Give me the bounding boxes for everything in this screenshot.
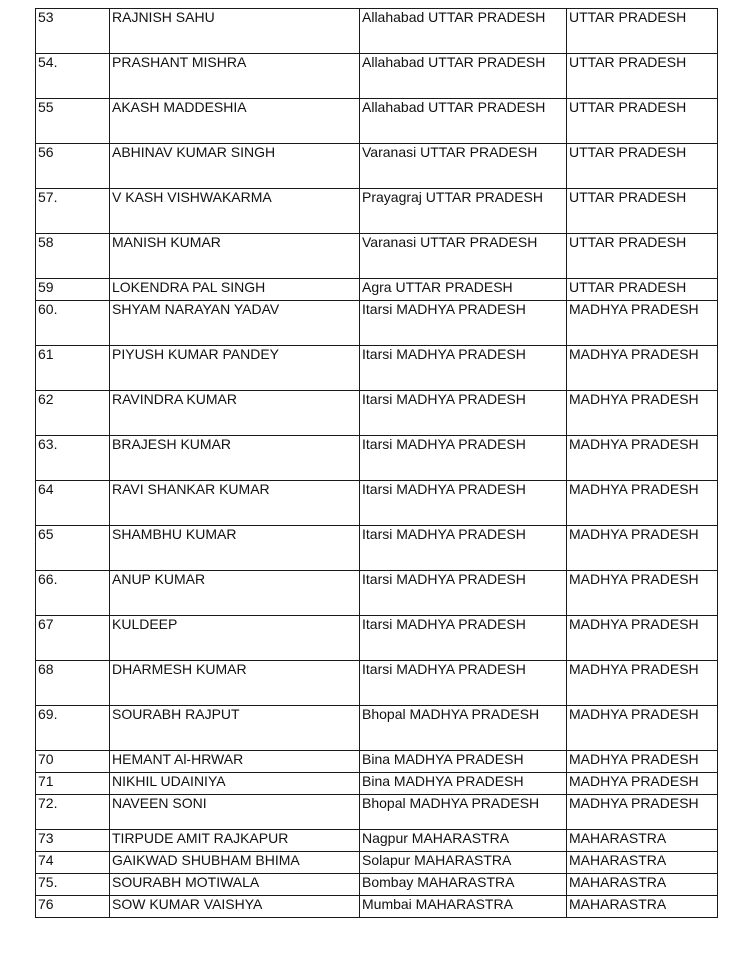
table-row [36,773,718,795]
name-cell: SHYAM NARAYAN YADAV [110,301,360,346]
table-row [36,874,718,896]
city-state-cell: Bombay MAHARASTRA [360,874,567,896]
state-cell: UTTAR PRADESH [567,9,718,54]
table-row [36,54,718,99]
name-cell: NAVEEN SONI [110,795,360,830]
serial-number-cell: 62 [36,391,110,436]
city-state-cell: Itarsi MADHYA PRADESH [360,526,567,571]
serial-number-cell: 72. [36,795,110,830]
state-cell: MAHARASTRA [567,852,718,874]
table-row [36,571,718,616]
name-cell: SOURABH MOTIWALA [110,874,360,896]
city-state-cell: Agra UTTAR PRADESH [360,279,567,301]
state-cell: UTTAR PRADESH [567,99,718,144]
city-state-cell: Bhopal MADHYA PRADESH [360,795,567,830]
table-row [36,526,718,571]
state-cell: UTTAR PRADESH [567,144,718,189]
state-cell: MADHYA PRADESH [567,346,718,391]
table-row [36,9,718,54]
state-cell: MADHYA PRADESH [567,571,718,616]
name-cell: GAIKWAD SHUBHAM BHIMA [110,852,360,874]
name-cell: NIKHIL UDAINIYA [110,773,360,795]
serial-number-cell: 64 [36,481,110,526]
name-cell: HEMANT Al-HRWAR [110,751,360,773]
city-state-cell: Itarsi MADHYA PRADESH [360,616,567,661]
serial-number-cell: 74 [36,852,110,874]
serial-number-cell: 61 [36,346,110,391]
city-state-cell: Itarsi MADHYA PRADESH [360,571,567,616]
table-row [36,234,718,279]
participant-table [35,8,718,918]
city-state-cell: Bhopal MADHYA PRADESH [360,706,567,751]
serial-number-cell: 57. [36,189,110,234]
table-row [36,99,718,144]
name-cell: MANISH KUMAR [110,234,360,279]
city-state-cell: Mumbai MAHARASTRA [360,896,567,918]
name-cell: RAVINDRA KUMAR [110,391,360,436]
serial-number-cell: 65 [36,526,110,571]
serial-number-cell: 73 [36,830,110,852]
table-row [36,346,718,391]
serial-number-cell: 63. [36,436,110,481]
table-row [36,189,718,234]
name-cell: DHARMESH KUMAR [110,661,360,706]
city-state-cell: Itarsi MADHYA PRADESH [360,481,567,526]
state-cell: UTTAR PRADESH [567,54,718,99]
city-state-cell: Itarsi MADHYA PRADESH [360,436,567,481]
name-cell: RAVI SHANKAR KUMAR [110,481,360,526]
serial-number-cell: 70 [36,751,110,773]
serial-number-cell: 53 [36,9,110,54]
table-row [36,852,718,874]
state-cell: UTTAR PRADESH [567,189,718,234]
name-cell: PRASHANT MISHRA [110,54,360,99]
name-cell: PIYUSH KUMAR PANDEY [110,346,360,391]
state-cell: MADHYA PRADESH [567,391,718,436]
state-cell: MADHYA PRADESH [567,526,718,571]
state-cell: UTTAR PRADESH [567,279,718,301]
name-cell: BRAJESH KUMAR [110,436,360,481]
city-state-cell: Allahabad UTTAR PRADESH [360,54,567,99]
state-cell: MAHARASTRA [567,830,718,852]
name-cell: ANUP KUMAR [110,571,360,616]
state-cell: MADHYA PRADESH [567,751,718,773]
serial-number-cell: 69. [36,706,110,751]
name-cell: ABHINAV KUMAR SINGH [110,144,360,189]
serial-number-cell: 76 [36,896,110,918]
state-cell: MADHYA PRADESH [567,661,718,706]
city-state-cell: Allahabad UTTAR PRADESH [360,9,567,54]
name-cell: SOW KUMAR VAISHYA [110,896,360,918]
table-row [36,896,718,918]
serial-number-cell: 68 [36,661,110,706]
city-state-cell: Itarsi MADHYA PRADESH [360,661,567,706]
serial-number-cell: 60. [36,301,110,346]
city-state-cell: Varanasi UTTAR PRADESH [360,234,567,279]
table-body [36,9,718,918]
city-state-cell: Solapur MAHARASTRA [360,852,567,874]
city-state-cell: Itarsi MADHYA PRADESH [360,301,567,346]
state-cell: MADHYA PRADESH [567,795,718,830]
name-cell: SOURABH RAJPUT [110,706,360,751]
state-cell: MADHYA PRADESH [567,301,718,346]
name-cell: AKASH MADDESHIA [110,99,360,144]
serial-number-cell: 56 [36,144,110,189]
state-cell: MADHYA PRADESH [567,616,718,661]
state-cell: MADHYA PRADESH [567,436,718,481]
city-state-cell: Nagpur MAHARASTRA [360,830,567,852]
serial-number-cell: 58 [36,234,110,279]
name-cell: RAJNISH SAHU [110,9,360,54]
table-row [36,301,718,346]
state-cell: MADHYA PRADESH [567,481,718,526]
serial-number-cell: 59 [36,279,110,301]
table-row [36,795,718,830]
table-row [36,706,718,751]
name-cell: LOKENDRA PAL SINGH [110,279,360,301]
state-cell: MAHARASTRA [567,874,718,896]
table-row [36,279,718,301]
name-cell: TIRPUDE AMIT RAJKAPUR [110,830,360,852]
table-row [36,751,718,773]
serial-number-cell: 66. [36,571,110,616]
serial-number-cell: 71 [36,773,110,795]
name-cell: KULDEEP [110,616,360,661]
serial-number-cell: 54. [36,54,110,99]
city-state-cell: Prayagraj UTTAR PRADESH [360,189,567,234]
table-row [36,616,718,661]
state-cell: MADHYA PRADESH [567,706,718,751]
serial-number-cell: 55 [36,99,110,144]
city-state-cell: Itarsi MADHYA PRADESH [360,391,567,436]
name-cell: SHAMBHU KUMAR [110,526,360,571]
city-state-cell: Varanasi UTTAR PRADESH [360,144,567,189]
table-row [36,144,718,189]
table-row [36,436,718,481]
table-row [36,391,718,436]
serial-number-cell: 75. [36,874,110,896]
state-cell: MADHYA PRADESH [567,773,718,795]
city-state-cell: Allahabad UTTAR PRADESH [360,99,567,144]
state-cell: MAHARASTRA [567,896,718,918]
city-state-cell: Itarsi MADHYA PRADESH [360,346,567,391]
state-cell: UTTAR PRADESH [567,234,718,279]
name-cell: V KASH VISHWAKARMA [110,189,360,234]
table-row [36,830,718,852]
city-state-cell: Bina MADHYA PRADESH [360,751,567,773]
document-page [35,8,717,918]
table-row [36,661,718,706]
city-state-cell: Bina MADHYA PRADESH [360,773,567,795]
table-row [36,481,718,526]
serial-number-cell: 67 [36,616,110,661]
